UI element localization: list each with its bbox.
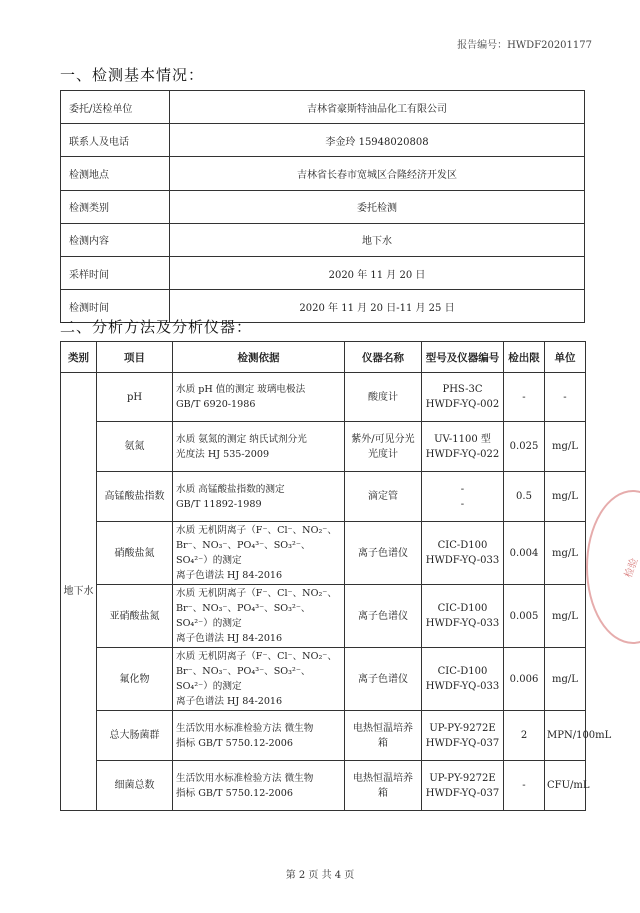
- model-cell: [422, 373, 504, 422]
- analysis-methods-table: [60, 341, 612, 811]
- cell-line: 生活饮用水标准检验方法 微生物: [176, 722, 314, 734]
- cell-line: UV-1100 型: [434, 433, 491, 445]
- cell-line: 离子色谱法 HJ 84-2016: [176, 633, 283, 644]
- model-cell: [422, 711, 504, 761]
- cell-line: 水质 氨氮的测定 纳氏试剂分光: [176, 433, 307, 445]
- info-value: 李金玲 15948020808: [170, 124, 585, 157]
- cell-line: 箱: [378, 737, 388, 749]
- cell-line: Br⁻、NO₃⁻、PO₄³⁻、SO₃²⁻、SO₄²⁻）的测定: [176, 603, 311, 629]
- item-cell: 总大肠菌群: [97, 711, 173, 761]
- info-row: [61, 223, 585, 256]
- cell-line: Br⁻、NO₃⁻、PO₄³⁻、SO₃²⁻、SO₄²⁻）的测定: [176, 666, 311, 692]
- cell-line: 离子色谱法 HJ 84-2016: [176, 696, 283, 707]
- cell-line: 光度法 HJ 535-2009: [176, 448, 270, 460]
- unit-cell: CFU/mL: [545, 761, 586, 811]
- limit-cell: 0.006: [504, 648, 545, 711]
- basic-info-table: [60, 90, 585, 323]
- info-value: 2020 年 11 月 20 日: [170, 256, 585, 289]
- table-row: [61, 522, 586, 585]
- category-cell: 地下水: [61, 373, 97, 811]
- info-label: 检测时间: [61, 290, 170, 323]
- model-cell: [422, 472, 504, 522]
- unit-cell: MPN/100mL: [545, 711, 586, 761]
- cell-line: 离子色谱仪: [358, 673, 408, 685]
- section-title-basic-info: 一、检测基本情况：: [60, 66, 205, 84]
- info-label: 委托/送检单位: [61, 91, 170, 124]
- cell-line: HWDF-YQ-002: [425, 399, 500, 410]
- cell-line: 指标 GB/T 5750.12-2006: [176, 787, 293, 799]
- instrument-cell: [345, 522, 422, 585]
- unit-cell: -: [545, 373, 586, 422]
- model-cell: [422, 761, 504, 811]
- model-cell: [422, 422, 504, 472]
- column-header: 型号及仪器编号: [422, 342, 504, 373]
- info-label: 检测地点: [61, 157, 170, 190]
- cell-line: 离子色谱法 HJ 84-2016: [176, 570, 283, 581]
- cell-line: 酸度计: [368, 391, 398, 403]
- item-cell: 氨氮: [97, 422, 173, 472]
- column-header: 单位: [545, 342, 586, 373]
- model-cell: [422, 648, 504, 711]
- cell-line: GB/T 6920-1986: [176, 399, 256, 410]
- table-row: [61, 422, 586, 472]
- limit-cell: 0.004: [504, 522, 545, 585]
- column-header: 检出限: [504, 342, 545, 373]
- info-value: 2020 年 11 月 20 日-11 月 25 日: [170, 290, 585, 323]
- cell-line: HWDF-YQ-033: [425, 681, 500, 692]
- stamp-text: 检验: [623, 556, 640, 580]
- basis-cell: [173, 522, 345, 585]
- cell-line: 电热恒温培养: [353, 722, 413, 734]
- limit-cell: 0.025: [504, 422, 545, 472]
- instrument-cell: [345, 585, 422, 648]
- cell-line: 水质 无机阴离子（F⁻、Cl⁻、NO₂⁻、: [176, 651, 337, 662]
- item-cell: 硝酸盐氮: [97, 522, 173, 585]
- basis-cell: [173, 373, 345, 422]
- cell-line: 滴定管: [368, 491, 398, 502]
- model-cell: [422, 522, 504, 585]
- instrument-cell: [345, 711, 422, 761]
- cell-line: HWDF-YQ-033: [425, 618, 500, 629]
- basis-cell: [173, 711, 345, 761]
- cell-line: CIC-D100: [437, 540, 488, 551]
- basis-cell: [173, 585, 345, 648]
- cell-line: HWDF-YQ-037: [425, 737, 500, 749]
- cell-line: UP-PY-9272E: [429, 722, 496, 734]
- column-header: 仪器名称: [345, 342, 422, 373]
- unit-cell: mg/L: [545, 422, 586, 472]
- cell-line: 指标 GB/T 5750.12-2006: [176, 737, 293, 749]
- report-number: 报告编号：HWDF20201177: [457, 40, 592, 51]
- info-value: 吉林省长春市宽城区合隆经济开发区: [170, 157, 585, 190]
- model-cell: [422, 585, 504, 648]
- table-row: [61, 761, 586, 811]
- info-row: [61, 91, 585, 124]
- table-row: [61, 711, 586, 761]
- item-cell: 细菌总数: [97, 761, 173, 811]
- column-header: 检测依据: [173, 342, 345, 373]
- unit-cell: mg/L: [545, 585, 586, 648]
- info-value: 地下水: [170, 223, 585, 256]
- info-label: 采样时间: [61, 256, 170, 289]
- basis-cell: [173, 648, 345, 711]
- limit-cell: 0.5: [504, 472, 545, 522]
- instrument-cell: [345, 648, 422, 711]
- info-label: 检测类别: [61, 190, 170, 223]
- info-row: [61, 190, 585, 223]
- unit-cell: mg/L: [545, 522, 586, 585]
- cell-line: 箱: [378, 787, 388, 799]
- table-row: [61, 585, 586, 648]
- cell-line: CIC-D100: [437, 603, 488, 614]
- cell-line: PHS-3C: [442, 384, 483, 395]
- cell-line: HWDF-YQ-022: [425, 448, 500, 460]
- cell-line: CIC-D100: [437, 666, 488, 677]
- cell-line: 光度计: [368, 448, 398, 460]
- column-header: 类别: [61, 342, 97, 373]
- limit-cell: 2: [504, 711, 545, 761]
- basis-cell: [173, 472, 345, 522]
- cell-line: 水质 pH 值的测定 玻璃电极法: [176, 384, 306, 395]
- instrument-cell: [345, 472, 422, 522]
- page-footer: 第 2 页 共 4 页: [285, 870, 355, 881]
- limit-cell: -: [504, 373, 545, 422]
- basis-cell: [173, 761, 345, 811]
- cell-line: 生活饮用水标准检验方法 微生物: [176, 772, 314, 784]
- column-header: 项目: [97, 342, 173, 373]
- cell-line: UP-PY-9272E: [429, 772, 496, 784]
- cell-line: HWDF-YQ-033: [425, 555, 500, 566]
- cell-line: HWDF-YQ-037: [425, 787, 500, 799]
- item-cell: 氟化物: [97, 648, 173, 711]
- unit-cell: mg/L: [545, 648, 586, 711]
- cell-line: 水质 高锰酸盐指数的测定: [176, 483, 285, 495]
- limit-cell: -: [504, 761, 545, 811]
- table-row: [61, 648, 586, 711]
- basis-cell: [173, 422, 345, 472]
- info-label: 检测内容: [61, 223, 170, 256]
- cell-line: Br⁻、NO₃⁻、PO₄³⁻、SO₃²⁻、SO₄²⁻）的测定: [176, 540, 311, 566]
- instrument-cell: [345, 422, 422, 472]
- unit-cell: mg/L: [545, 472, 586, 522]
- cell-line: 水质 无机阴离子（F⁻、Cl⁻、NO₂⁻、: [176, 588, 337, 599]
- info-value: 委托检测: [170, 190, 585, 223]
- info-label: 联系人及电话: [61, 124, 170, 157]
- cell-line: -: [460, 498, 465, 510]
- item-cell: 高锰酸盐指数: [97, 472, 173, 522]
- cell-line: 离子色谱仪: [358, 547, 408, 559]
- section-title-methods: 二、分析方法及分析仪器：: [60, 318, 253, 336]
- cell-line: GB/T 11892-1989: [176, 498, 262, 510]
- info-row: [61, 124, 585, 157]
- cell-line: 离子色谱仪: [358, 610, 408, 622]
- instrument-cell: [345, 373, 422, 422]
- info-value: 吉林省豪斯特油品化工有限公司: [170, 91, 585, 124]
- cell-line: 紫外/可见分光: [351, 433, 415, 445]
- item-cell: pH: [97, 373, 173, 422]
- info-row: [61, 256, 585, 289]
- info-row: [61, 157, 585, 190]
- cell-line: -: [460, 483, 465, 495]
- table-row: [61, 472, 586, 522]
- limit-cell: 0.005: [504, 585, 545, 648]
- item-cell: 亚硝酸盐氮: [97, 585, 173, 648]
- cell-line: 水质 无机阴离子（F⁻、Cl⁻、NO₂⁻、: [176, 525, 337, 536]
- instrument-cell: [345, 761, 422, 811]
- table-row: [61, 373, 586, 422]
- cell-line: 电热恒温培养: [353, 772, 413, 784]
